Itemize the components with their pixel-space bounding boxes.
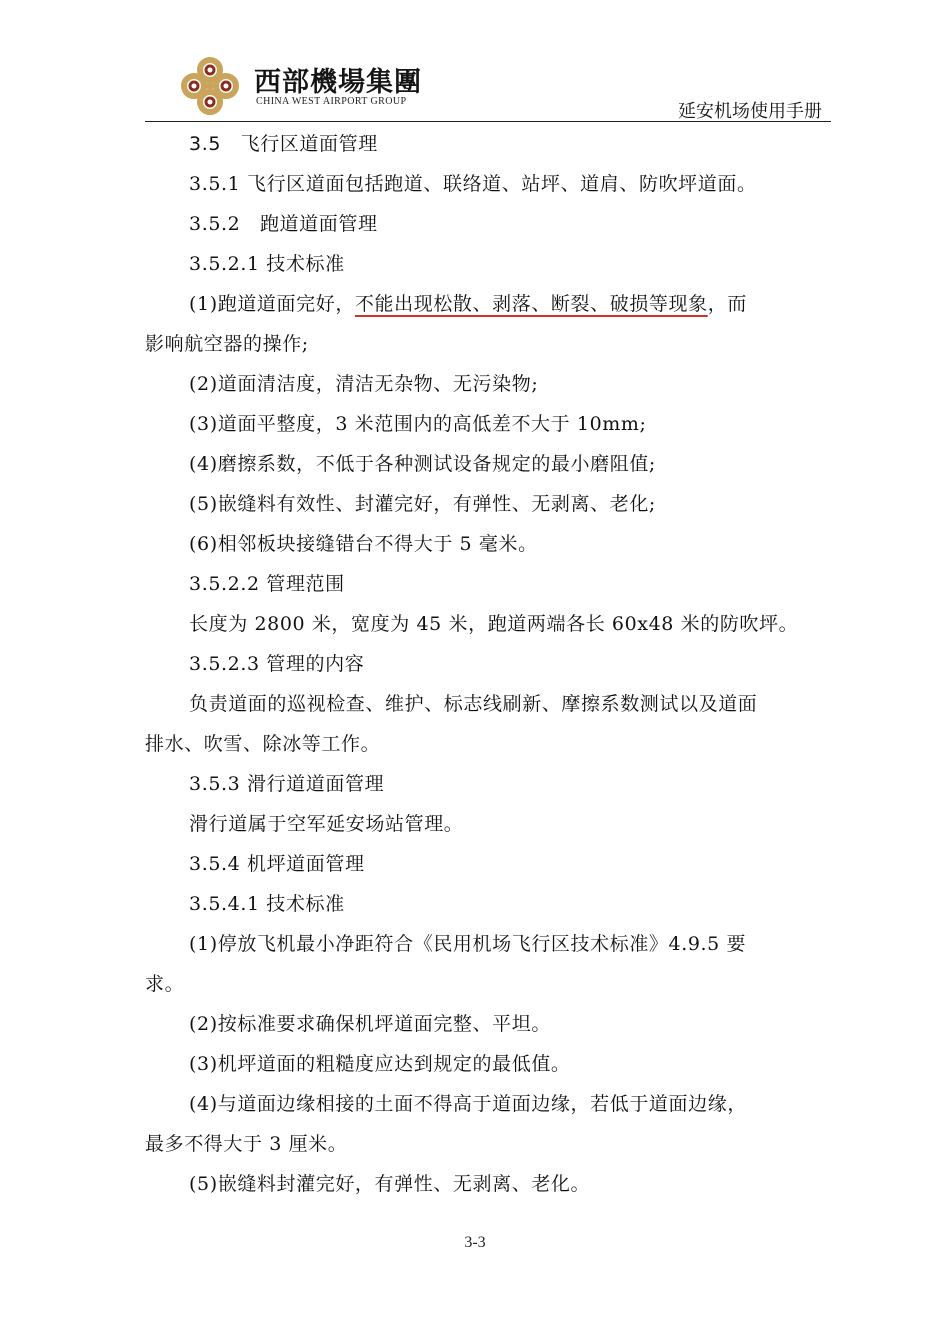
paragraph-line: 3.5.1 飞行区道面包括跑道、联络道、站坪、道肩、防吹坪道面。 xyxy=(189,173,757,195)
subsection-heading: 3.5.2.1 技术标准 xyxy=(189,253,345,275)
paragraph-line: (4)与道面边缘相接的土面不得高于道面边缘，若低于道面边缘， xyxy=(189,1093,747,1115)
logo-chinese-name: 西部機場集團 xyxy=(254,67,422,98)
page-header xyxy=(0,0,950,125)
paragraph-continuation: 影响航空器的操作; xyxy=(145,333,309,355)
subsection-heading: 3.5.2.2 管理范围 xyxy=(189,573,345,595)
paragraph-continuation: 求。 xyxy=(145,973,185,995)
item1-text-start: (1)跑道道面完好， xyxy=(189,293,355,315)
paragraph-line: (6)相邻板块接缝错台不得大于 5 毫米。 xyxy=(189,533,538,555)
subsection-heading: 3.5.2 跑道道面管理 xyxy=(189,213,378,235)
west-airport-logo-icon xyxy=(178,54,242,118)
paragraph-line: 长度为 2800 米，宽度为 45 米，跑道两端各长 60x48 米的防吹坪。 xyxy=(189,613,799,635)
paragraph-line: (4)磨擦系数，不低于各种测试设备规定的最小磨阻值; xyxy=(189,453,656,475)
paragraph-line: (2)按标准要求确保机坪道面完整、平坦。 xyxy=(189,1013,551,1035)
page-number: 3-3 xyxy=(464,1234,486,1251)
paragraph-continuation: 最多不得大于 3 厘米。 xyxy=(145,1133,348,1155)
item1-text-end: ，而 xyxy=(707,293,747,315)
paragraph-line xyxy=(145,284,837,324)
paragraph-line: 负责道面的巡视检查、维护、标志线刷新、摩擦系数测试以及道面 xyxy=(189,693,758,715)
paragraph-line: (5)嵌缝料封灌完好，有弹性、无剥离、老化。 xyxy=(189,1173,591,1195)
paragraph-line: (3)机坪道面的粗糙度应达到规定的最低值。 xyxy=(189,1053,571,1075)
subsection-heading: 3.5.2.3 管理的内容 xyxy=(189,653,365,675)
paragraph-continuation: 排水、吹雪、除冰等工作。 xyxy=(145,733,381,755)
paragraph-line: (2)道面清洁度，清洁无杂物、无污染物; xyxy=(189,373,539,395)
paragraph-line: (1)停放飞机最小净距符合《民用机场飞行区技术标准》4.9.5 要 xyxy=(189,933,747,955)
paragraph-line: 滑行道属于空军延安场站管理。 xyxy=(189,813,464,835)
paragraph-line: (5)嵌缝料有效性、封灌完好，有弹性、无剥离、老化; xyxy=(189,493,656,515)
paragraph-line: (3)道面平整度，3 米范围内的高低差不大于 10mm; xyxy=(189,413,647,435)
section-title: 3.5 飞行区道面管理 xyxy=(189,133,378,155)
manual-title: 延安机场使用手册 xyxy=(678,101,822,122)
header-divider xyxy=(145,121,831,122)
document-body xyxy=(145,124,837,1204)
logo-english-name: CHINA WEST AIRPORT GROUP xyxy=(256,96,407,107)
subsection-heading: 3.5.3 滑行道道面管理 xyxy=(189,773,385,795)
red-underlined-text: 不能出现松散、剥落、断裂、破损等现象 xyxy=(354,293,708,315)
subsection-heading: 3.5.4 机坪道面管理 xyxy=(189,853,365,875)
subsection-heading: 3.5.4.1 技术标准 xyxy=(189,893,345,915)
